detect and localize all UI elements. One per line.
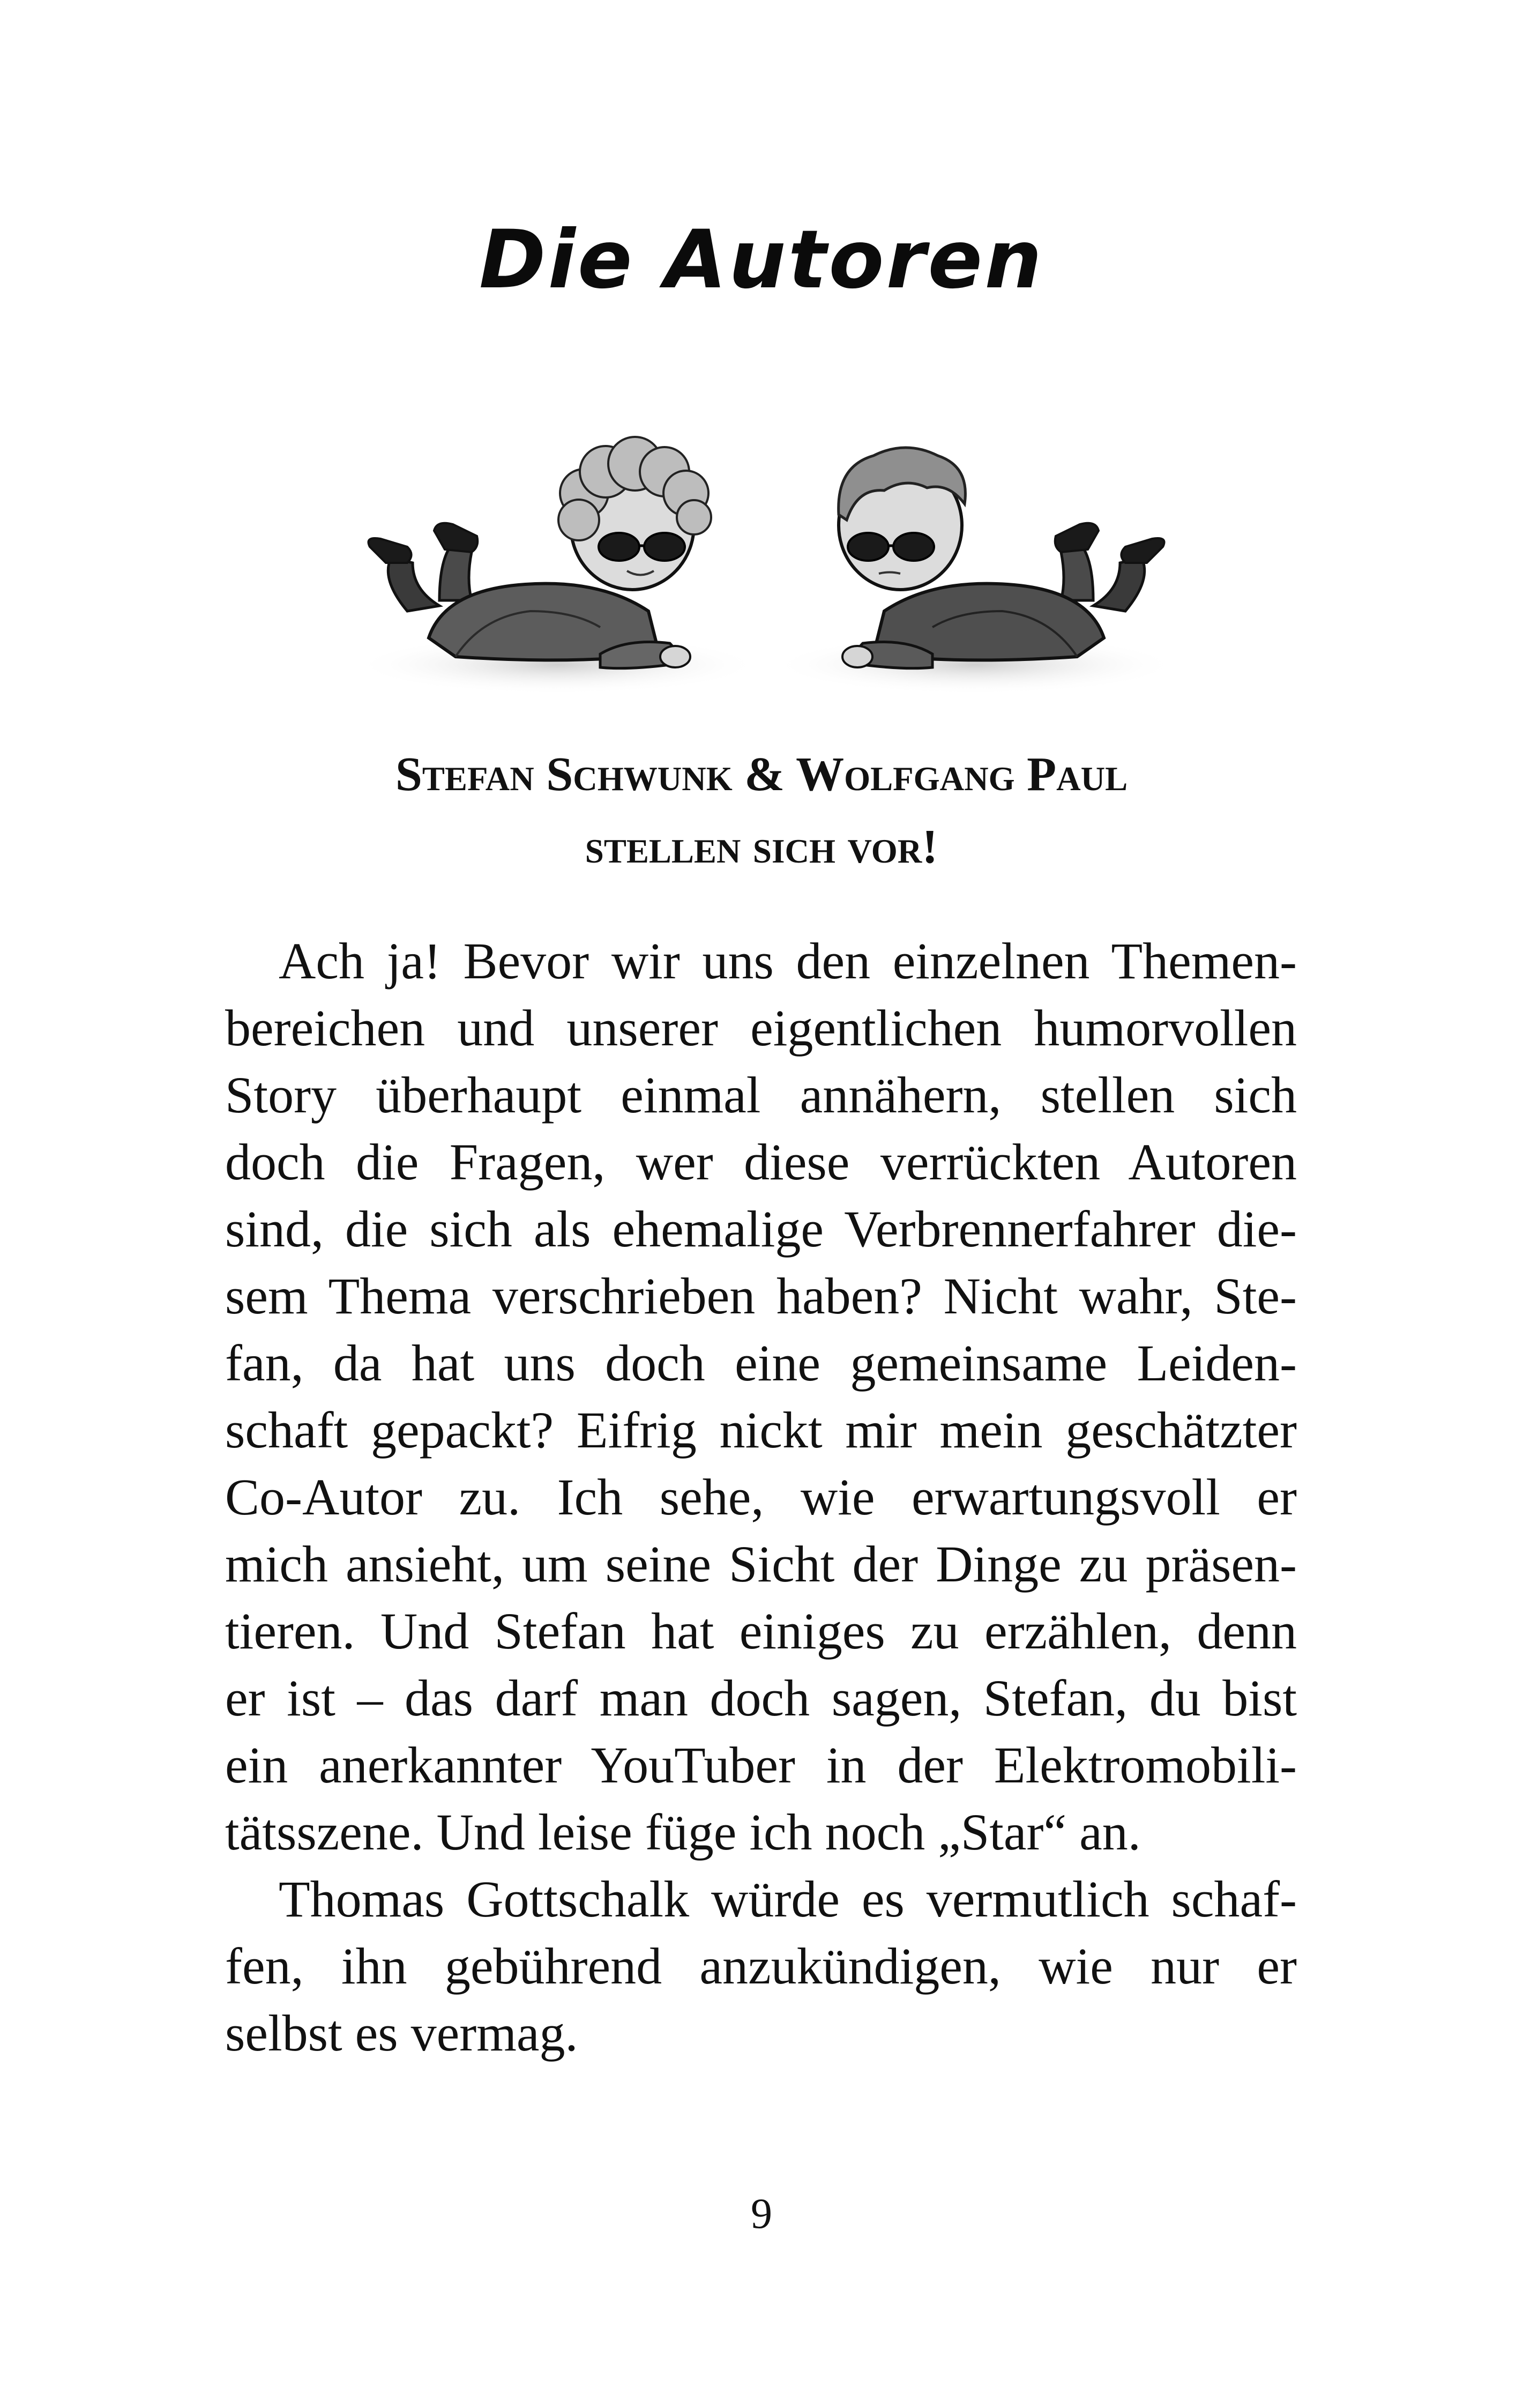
text-line: fan, da hat uns doch eine gemeinsame Leiden- — [225, 1334, 1297, 1392]
text-line: mich ansieht, um seine Sicht der Dinge zu präsen- — [225, 1535, 1297, 1593]
text-line: doch die Fragen, wer diese verrückten Autoren — [225, 1133, 1297, 1191]
text-line: sem Thema verschrieben haben? Nicht wahr, Ste- — [225, 1267, 1297, 1325]
left-author-figure — [369, 437, 712, 668]
right-author-figure — [839, 448, 1164, 668]
text-line: fen, ihn gebührend anzukündigen, wie nur er — [225, 1937, 1297, 1995]
two-authors-lying-illustration — [348, 386, 1184, 718]
paragraph-1 — [225, 927, 1297, 1866]
subtitle-introduction: stellen sich vor! — [585, 820, 938, 873]
text-line: selbst es vermag. — [225, 2004, 578, 2062]
body-text — [225, 927, 1297, 2067]
text-line: sind, die sich als ehemalige Verbrennerfahrer die- — [225, 1200, 1297, 1258]
chapter-title: Die Autoren — [479, 213, 1044, 307]
text-line: Story überhaupt einmal annähern, stellen sich — [225, 1066, 1297, 1124]
text-line: bereichen und unserer eigentlichen humorvollen — [225, 999, 1297, 1057]
text-line: schaft gepackt? Eifrig nickt mir mein geschätzter — [225, 1401, 1297, 1459]
subtitle-authors: Stefan Schwunk & Wolfgang Paul — [395, 748, 1128, 801]
text-line: Ach ja! Bevor wir uns den einzelnen Themen- — [279, 932, 1297, 990]
text-line: ein anerkannter YouTuber in der Elektromobili- — [225, 1736, 1297, 1794]
text-line: Thomas Gottschalk würde es vermutlich schaf- — [279, 1870, 1297, 1928]
text-line: tätsszene. Und leise füge ich noch „Star“ an. — [225, 1803, 1141, 1861]
text-line: Co-Autor zu. Ich sehe, wie erwartungsvoll er — [225, 1468, 1297, 1526]
paragraph-2 — [225, 1866, 1297, 2067]
text-line: er ist – das darf man doch sagen, Stefan, du bist — [225, 1669, 1297, 1727]
text-line: tieren. Und Stefan hat einiges zu erzählen, denn — [225, 1602, 1297, 1660]
page-number: 9 — [751, 2190, 772, 2238]
